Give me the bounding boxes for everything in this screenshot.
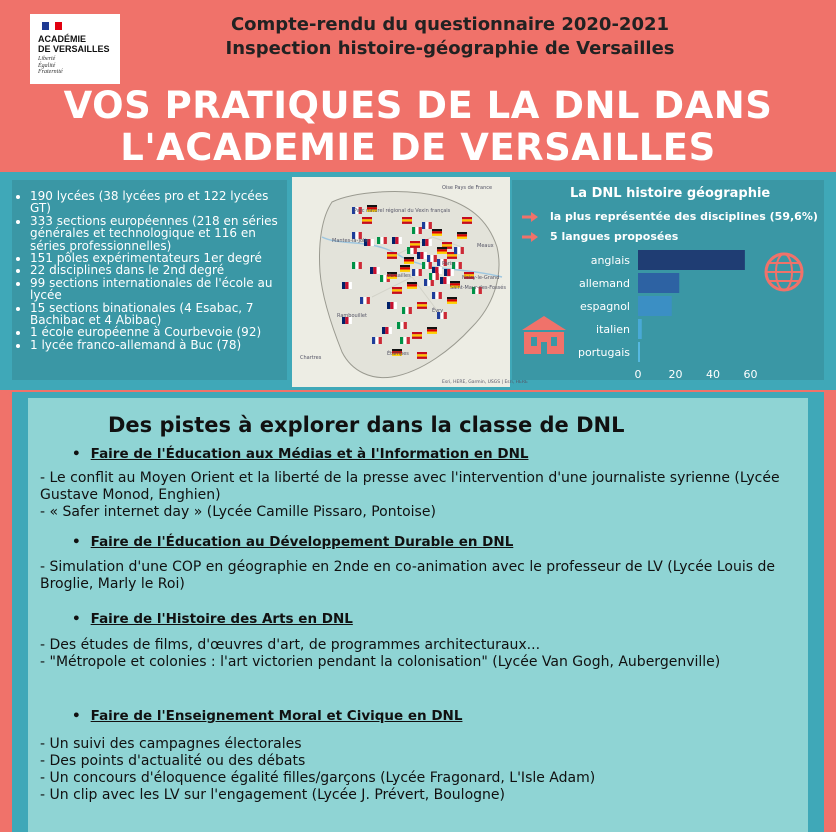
map-label: Versailles [387,273,411,279]
logo-motto-1: Liberté [38,56,56,62]
flag-marker-icon [382,327,392,334]
bar [638,296,672,316]
logo-line2: DE VERSAILLES [38,44,110,54]
flag-marker-icon [352,262,362,269]
section-body [40,559,785,593]
pistes-panel [28,398,808,832]
page-title-line2: L'ACADEMIE DE VERSAILLES [120,126,716,169]
flag-marker-icon [432,267,442,274]
flag-marker-icon [392,287,402,294]
bar-label: allemand [578,277,630,290]
map-attribution: Esri, HERE, Garmin, USGS | Esri, HERE [442,380,528,385]
section-heading-text: Faire de l'Enseignement Moral et Civique en DNL [90,708,463,724]
flag-marker-icon [402,307,412,314]
section-heading [72,534,513,550]
map-label: Mantes-la-Jolie [332,238,369,244]
bullet-dot: • [72,446,81,462]
flag-marker-icon [424,279,434,286]
section-item: - Un concours d'éloquence égalité filles/garçons (Lycée Fragonard, L'Isle Adam) [40,770,596,786]
logo-name [38,34,110,54]
map-svg [292,177,528,387]
bar-label: espagnol [580,300,630,313]
flag-marker-icon [457,232,467,239]
section-heading-text: Faire de l'Histoire des Arts en DNL [90,611,353,627]
flag-marker-icon [407,247,417,254]
chart-bars [578,250,758,381]
flag-marker-icon [372,337,382,344]
dnl-bullet-2: 5 langues proposées [550,230,679,243]
flag-marker-icon [342,282,352,289]
dnl-panel-title: La DNL histoire géographie [570,186,771,201]
x-tick-label: 60 [743,368,758,381]
flag-marker-icon [377,237,387,244]
flag-marker-icon [427,327,437,334]
stats-panel [12,180,287,380]
map-label: Oise Pays de France [442,185,493,191]
flag-marker-icon [400,337,410,344]
map-label: Noisy-le-Grand [462,275,500,281]
flag-marker-icon [422,262,432,269]
flag-marker-icon [412,269,422,276]
flag-marker-icon [362,217,372,224]
bullet-dot: • [72,708,81,724]
section-heading [72,446,528,462]
flag-marker-icon [447,297,457,304]
stats-item: • 15 sections binationales (4 Esabac, 7 Bachibac et 4 Abibac) [30,302,287,327]
flag-marker-icon [432,292,442,299]
bullet-dot: • [72,534,81,550]
flag-marker-icon [437,247,447,254]
flag-marker-icon [432,229,442,236]
flag-marker-icon [360,297,370,304]
map-image [292,177,528,387]
bar [638,342,640,362]
map-label: Meaux [477,243,494,249]
flag-marker-icon [392,237,402,244]
academie-logo [30,14,120,84]
section-item: - Le conflit au Moyen Orient et la liberté de la presse avec l'intervention d'une journaliste syrienne (Lycée Gustave Monod, Enghien) [40,470,780,503]
flag-marker-icon [412,227,422,234]
bar [638,273,679,293]
bar [638,250,745,270]
map-label: Chartres [300,355,322,361]
section-body [40,470,785,521]
logo-motto [38,56,63,76]
flag-marker-icon [387,252,397,259]
header-line2: Inspection histoire-géographie de Versailles [225,38,675,59]
flag-marker-icon [417,302,427,309]
stats-item: • 22 disciplines dans le 2nd degré [30,264,287,276]
flag-marker-icon [427,255,437,262]
logo-motto-3: Fraternité [38,69,63,75]
stats-list [12,180,287,351]
school-building-icon [522,316,566,354]
map-label: Paris [442,261,454,267]
flag-marker-icon [417,352,427,359]
flag-marker-icon [462,217,472,224]
flag-marker-icon [402,217,412,224]
flag-marker-icon [417,252,427,259]
section-heading [72,708,462,724]
flag-marker-icon [444,269,454,276]
flag-marker-icon [454,247,464,254]
section-body [40,736,785,804]
map-label: Parc naturel régional du Vexin français [354,208,451,214]
flag-marker-icon [400,265,410,272]
bar [638,319,642,339]
stats-item: • 99 sections internationales de l'école au lycée [30,277,287,302]
dnl-bullet-1: la plus représentée des disciplines (59,6%) [550,210,818,223]
flag-marker-icon [387,302,397,309]
map-label: Étampes [387,351,409,357]
languages-bar-chart [512,180,824,380]
stats-item: • 1 lycée franco-allemand à Buc (78) [30,339,287,351]
flag-marker-icon [410,241,420,248]
section-item: - Des études de films, d'œuvres d'art, de programmes architecturaux... [40,637,541,653]
section-body [40,637,785,671]
stats-item: • 190 lycées (38 lycées pro et 122 lycées GT) [30,190,287,215]
flag-marker-icon [422,222,432,229]
section-heading-text: Faire de l'Éducation aux Médias et à l'Information en DNL [90,446,529,462]
flag-marker-icon [440,277,450,284]
stats-item: • 333 sections européennes (218 en séries générales et technologique et 116 en séries professionnelles) [30,215,287,252]
flag-marker-icon [429,273,439,280]
flag-marker-icon [407,282,417,289]
flag-marker-icon [404,257,414,264]
x-tick-label: 40 [706,368,720,381]
flag-marker-icon [422,239,432,246]
section-item: - Simulation d'une COP en géographie en 2nde en co-animation avec le professeur de LV (Lycée Louis de Broglie, Marly le Roi) [40,559,775,592]
map-label: Évry [432,308,444,314]
flag-marker-icon [370,267,380,274]
bar-label: anglais [590,254,630,267]
x-tick-label: 0 [634,368,642,381]
header-line1: Compte-rendu du questionnaire 2020-2021 [230,14,670,35]
flag-marker-icon [397,322,407,329]
section-item: - « Safer internet day » (Lycée Camille Pissaro, Pontoise) [40,504,436,520]
section-item: - Des points d'actualité ou des débats [40,753,306,769]
x-tick-label: 20 [668,368,683,381]
french-flag-icon [42,22,62,30]
stats-item: • 151 pôles expérimentateurs 1er degré [30,252,287,264]
stats-item: • 1 école européenne à Courbevoie (92) [30,326,287,338]
globe-icon [766,254,802,290]
section-item: - Un suivi des campagnes électorales [40,736,302,752]
bar-label: portugais [577,346,630,359]
section-item: - "Métropole et colonies : l'art victorien pendant la colonisation" (Lycée Van Gogh, Aubergenville) [40,654,721,670]
pistes-title: Des pistes à explorer dans la classe de DNL [108,413,625,437]
bullet-dot: • [72,611,81,627]
map-label: Saint-Maur-des-Fossés [450,285,506,291]
page-title-line1: VOS PRATIQUES DE LA DNL DANS [63,84,773,127]
section-item: - Un clip avec les LV sur l'engagement (Lycée J. Prévert, Boulogne) [40,787,505,803]
section-heading-text: Faire de l'Éducation au Développement Durable en DNL [90,534,514,550]
map-label: Rambouillet [337,313,367,319]
bar-label: italien [596,323,630,336]
logo-line1: ACADÉMIE [38,34,87,44]
flag-marker-icon [412,332,422,339]
logo-motto-2: Égalité [38,62,56,69]
dnl-panel [512,180,824,380]
section-heading [72,611,353,627]
